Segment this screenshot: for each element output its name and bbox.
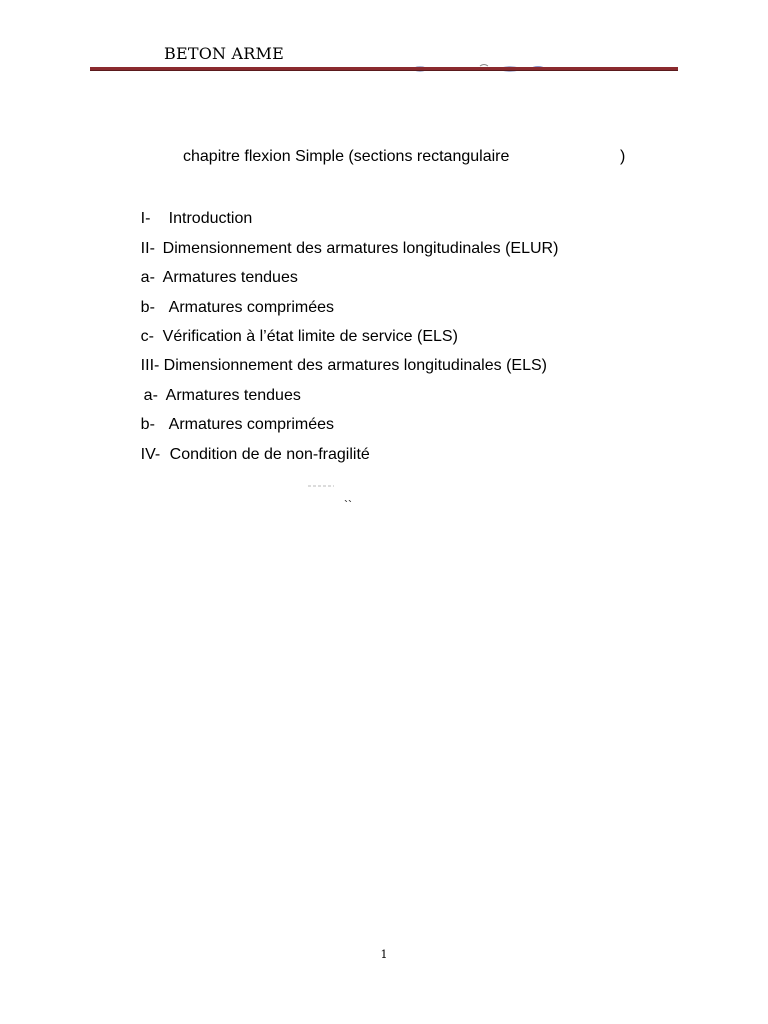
toc-item-number: a- — [140, 269, 155, 287]
toc-title-close-paren: ) — [620, 148, 626, 165]
toc-item-number: a- — [143, 386, 158, 404]
header-title: BETON ARME — [164, 44, 284, 63]
toc-item-introduction — [114, 175, 674, 228]
toc-item-number: IV- — [140, 445, 161, 463]
toc-item-label: Dimensionnement des armatures longitudinales (ELUR) — [162, 239, 559, 257]
stray-marks — [306, 482, 366, 512]
toc-item-label: Armatures tendues — [165, 386, 301, 404]
toc-item-number: I- — [140, 210, 151, 228]
toc-item-label: Introduction — [168, 210, 253, 228]
toc-item-number: b- — [140, 416, 155, 434]
table-of-contents — [114, 146, 674, 463]
toc-item-label: Dimensionnement des armatures longitudinales (ELS) — [163, 357, 547, 375]
toc-item-label: Armatures comprimées — [168, 416, 335, 434]
toc-item-number: c- — [140, 327, 154, 345]
toc-item-number: b- — [140, 298, 155, 316]
toc-item-label: Vérification à l’état limite de service (ELS) — [162, 327, 458, 345]
page-number: 1 — [380, 948, 388, 961]
toc-item-label: Condition de de non-fragilité — [169, 445, 370, 463]
toc-title: chapitre flexion Simple (sections rectangulaire — [183, 148, 510, 165]
faint-scan-mark-icon — [306, 482, 366, 492]
toc-item-label: Armatures comprimées — [168, 298, 335, 316]
toc-title-line — [114, 146, 674, 175]
stray-backticks: `` — [344, 498, 352, 512]
toc-item-number: III- — [140, 357, 160, 375]
header-rule — [90, 67, 678, 71]
toc-item-number: II- — [140, 239, 155, 257]
toc-item-label: Armatures tendues — [162, 269, 298, 287]
